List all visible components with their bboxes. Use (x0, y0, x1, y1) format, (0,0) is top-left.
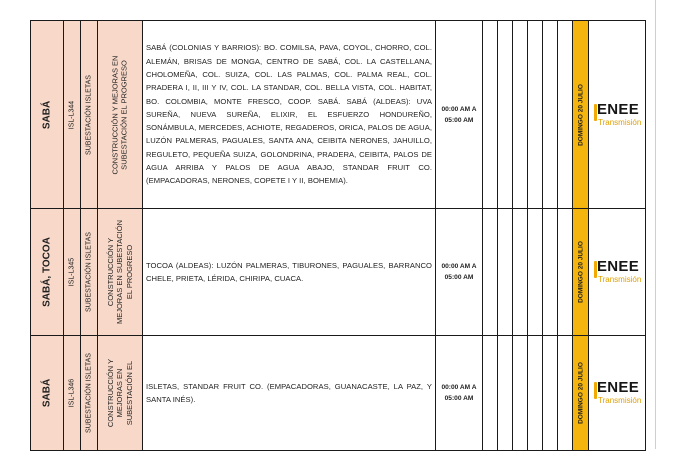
work-description-cell (98, 209, 143, 336)
logo-cell (589, 21, 646, 209)
affected-areas-cell (143, 21, 436, 209)
empty-cell (528, 209, 543, 336)
empty-cell (483, 336, 498, 451)
circuit-code: ISL-L344 (68, 100, 76, 129)
schedule-time-cell (436, 21, 483, 209)
work-description: CONSTRUCCIÓN Y MEJORAS EN SUBESTACIÓN EL PROGRESO (110, 55, 129, 174)
empty-cell (498, 21, 513, 209)
time-start: 00:00 AM A (441, 105, 477, 113)
city-cell (31, 336, 64, 451)
empty-cell (498, 336, 513, 451)
time-start: 00:00 AM A (441, 384, 477, 391)
empty-cell (528, 21, 543, 209)
substation-cell (81, 21, 98, 209)
substation-name: SUBESTACIÓN ISLETAS (85, 232, 93, 312)
affected-areas-cell (143, 209, 436, 336)
empty-cell (528, 336, 543, 451)
substation-name: SUBESTACIÓN ISLETAS (85, 353, 93, 433)
table-row (31, 21, 646, 209)
date-label: DOMINGO 20 JULIO (577, 241, 584, 303)
affected-areas-text: SABÁ (COLONIAS Y BARRIOS): BO. COMILSA, PAVA, COYOL, CHORRO, COL. ALEMÁN, BRISAS DE MONGA, CENTRO DE SABÁ, COL. LA CASTELLANA, CHOLOMEÑA, COL. SUIZA, COL. LAS PALMAS, COL. PALMA REAL, COL. PRADERA I, II, III Y IV, COL. LA STANDAR, COL. BELLA VISTA, COL. HABITAT, BO. COLOMBIA, MONTE FRESCO, COOP. SABÁ. SABÁ (ALDEAS): UVA SUREÑA, NUEVA SUREÑA, ELIXIR, EL ESFUERZO HONDUREÑO, SONÁMBULA, MERCEDES, ACHIOTE, REGADEROS, ORICA, PALOS DE AGUA, LUZÓN PALMERAS, PAGUALES, SANTA ANA, CEIBITA NERONES, JAHUILLO, REGULETO, PEQUEÑA SUIZA, GOLONDRINA, PRADERA, CEIBITA, PALOS DE AGUA ARRIBA Y PALOS DE AGUA ABAJO, STANDAR FRUIT CO. (EMPACADORAS, NERONES, COPETE I Y II, BOHEMIA). (146, 43, 432, 186)
substation-cell (81, 336, 98, 451)
affected-areas-cell (143, 336, 436, 451)
logo-subtitle: Transmisión (598, 117, 642, 127)
empty-cell (543, 336, 558, 451)
date-cell (573, 209, 589, 336)
work-description-cell (98, 21, 143, 209)
time-start: 00:00 AM A (441, 263, 477, 270)
date-label: DOMINGO 20 JULIO (577, 362, 584, 424)
empty-cell (543, 209, 558, 336)
logo-name: ENEE (597, 379, 640, 396)
outage-schedule-table (30, 20, 646, 451)
empty-cell (558, 21, 573, 209)
schedule-time-cell (436, 336, 483, 451)
logo-cell (589, 209, 646, 336)
circuit-code-cell (64, 209, 81, 336)
circuit-code-cell (64, 21, 81, 209)
affected-areas-text: TOCOA (ALDEAS): LUZÓN PALMERAS, TIBURONES, PAGUALES, BARRANCO CHELE, PRIETA, LÉRIDA, CHIRIPA, CUACA. (146, 260, 432, 283)
empty-cell (543, 21, 558, 209)
empty-cell (558, 209, 573, 336)
substation-name: SUBESTACIÓN ISLETAS (85, 74, 93, 155)
circuit-code: ISL-L345 (68, 257, 76, 287)
circuit-code-cell (64, 336, 81, 451)
work-description: CONSTRUCCIÓN Y MEJORAS EN SUBESTACIÓN EL PROGRESO (105, 219, 134, 325)
table-row (31, 336, 646, 451)
city-label: SABÁ (41, 100, 53, 129)
date-label: DOMINGO 20 JULIO (577, 83, 584, 146)
substation-cell (81, 209, 98, 336)
logo-subtitle: Transmisión (598, 275, 642, 284)
logo-name: ENEE (597, 258, 640, 275)
time-end: 05:00 AM (444, 274, 474, 281)
work-description-cell (98, 336, 143, 451)
date-cell (573, 336, 589, 451)
circuit-code: ISL-L346 (68, 378, 76, 408)
date-cell (573, 21, 589, 209)
enee-logo (589, 378, 645, 408)
time-end: 05:00 AM (444, 116, 474, 124)
logo-cell (589, 336, 646, 451)
table-row (31, 209, 646, 336)
schedule-time-cell (436, 209, 483, 336)
empty-cell (513, 336, 528, 451)
empty-cell (498, 209, 513, 336)
empty-cell (483, 21, 498, 209)
time-end: 05:00 AM (444, 395, 474, 402)
logo-subtitle: Transmisión (598, 396, 642, 405)
empty-cell (483, 209, 498, 336)
logo-name: ENEE (597, 100, 640, 118)
empty-cell (513, 21, 528, 209)
city-cell (31, 209, 64, 336)
enee-logo (589, 100, 645, 130)
empty-cell (513, 209, 528, 336)
city-cell (31, 21, 64, 209)
work-description: CONSTRUCCIÓN Y MEJORAS EN SUBESTACIÓN EL (105, 358, 134, 428)
affected-areas-text: ISLETAS, STANDAR FRUIT CO. (EMPACADORAS, GUANACASTE, LA PAZ, Y SANTA INÉS). (146, 381, 432, 404)
city-label: SABÁ (41, 378, 53, 408)
page-edge-divider (655, 0, 656, 449)
empty-cell (558, 336, 573, 451)
city-label: SABÁ, TOCOA (41, 237, 53, 307)
enee-logo (589, 257, 645, 287)
